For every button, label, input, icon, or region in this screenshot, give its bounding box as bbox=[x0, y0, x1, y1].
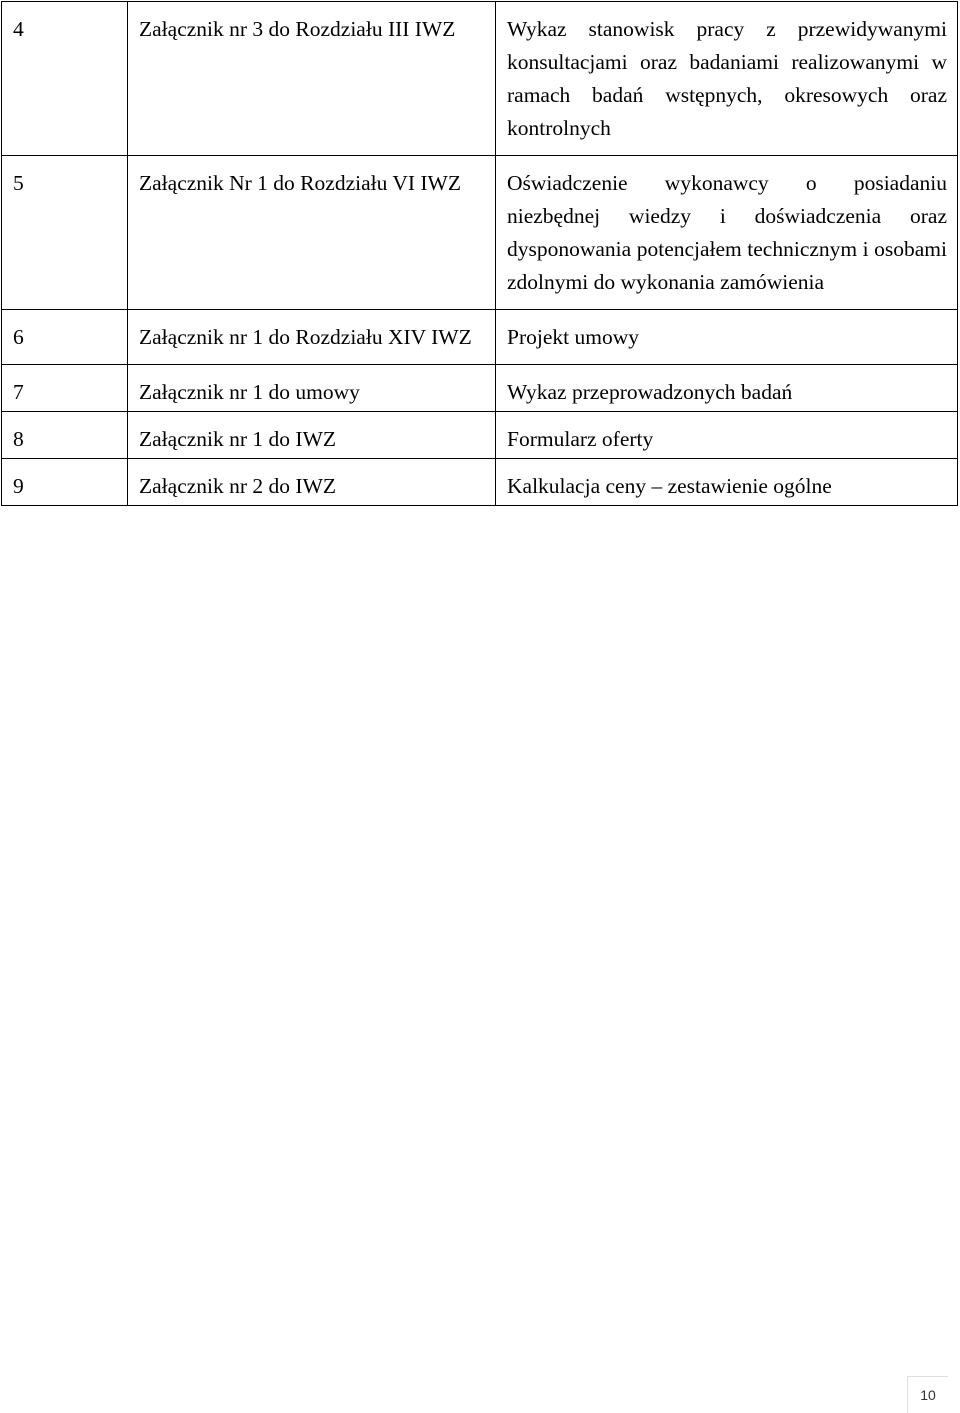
attachment-reference: Załącznik nr 1 do umowy bbox=[128, 365, 496, 412]
table-row bbox=[2, 459, 958, 506]
attachment-description: Kalkulacja ceny – zestawienie ogólne bbox=[496, 459, 958, 506]
page-number: 10 bbox=[907, 1376, 948, 1413]
attachments-table bbox=[1, 1, 958, 506]
attachment-reference: Załącznik Nr 1 do Rozdziału VI IWZ bbox=[128, 156, 496, 310]
row-number: 5 bbox=[2, 156, 128, 310]
attachment-reference: Załącznik nr 2 do IWZ bbox=[128, 459, 496, 506]
attachment-reference: Załącznik nr 3 do Rozdziału III IWZ bbox=[128, 2, 496, 156]
attachment-reference: Załącznik nr 1 do Rozdziału XIV IWZ bbox=[128, 310, 496, 365]
table-row bbox=[2, 310, 958, 365]
row-number: 4 bbox=[2, 2, 128, 156]
table-row bbox=[2, 156, 958, 310]
table-row bbox=[2, 365, 958, 412]
attachment-description: Wykaz przeprowadzonych badań bbox=[496, 365, 958, 412]
attachment-description: Projekt umowy bbox=[496, 310, 958, 365]
attachment-description: Wykaz stanowisk pracy z przewidywanymi konsultacjami oraz badaniami realizowanymi w ramach badań wstępnych, okresowych oraz kontrolnych bbox=[496, 2, 958, 156]
attachment-description: Oświadczenie wykonawcy o posiadaniu niezbędnej wiedzy i doświadczenia oraz dysponowania potencjałem technicznym i osobami zdolnymi do wykonania zamówienia bbox=[496, 156, 958, 310]
attachment-description: Formularz oferty bbox=[496, 412, 958, 459]
table-row bbox=[2, 2, 958, 156]
row-number: 6 bbox=[2, 310, 128, 365]
row-number: 8 bbox=[2, 412, 128, 459]
attachment-reference: Załącznik nr 1 do IWZ bbox=[128, 412, 496, 459]
row-number: 9 bbox=[2, 459, 128, 506]
table-row bbox=[2, 412, 958, 459]
row-number: 7 bbox=[2, 365, 128, 412]
